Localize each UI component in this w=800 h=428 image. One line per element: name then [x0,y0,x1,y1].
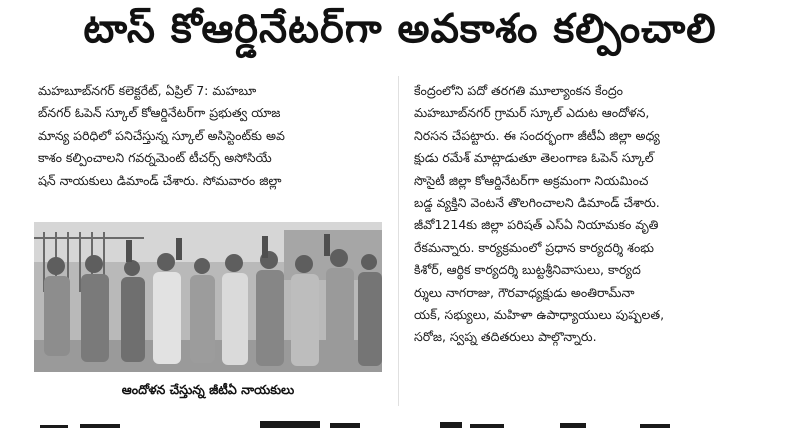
text-line: సరోజ, స్వప్న తదితరులు పాల్గొన్నారు. [414,329,597,345]
article-right-column [414,80,764,349]
news-photo [34,222,382,372]
photo-caption: ఆందోళన చేస్తున్న జీటీఏ నాయకులు [121,381,295,397]
text-line: మహబూబ్‌నగర్ గ్రామర్ స్కూల్ ఎదుట ఆందోళన, [414,105,650,121]
text-line: కాశం కల్పించాలని గవర్నమెంట్ టీచర్స్ అసోసియే [38,150,272,166]
text-line: నిరసన చేపట్టారు. ఈ సందర్భంగా జీటీఏ జిల్లా అధ్య [414,127,660,143]
text-line: రేకమన్నారు. కార్యక్రమంలో ప్రధాన కార్యదర్శి శంభు [414,239,654,255]
text-line: యక్, సభ్యులు, మహిళా ఉపాధ్యాయులు పుష్పలత, [414,307,665,323]
text-line: కిశోర్, ఆర్థిక కార్యదర్శి బుట్టశ్రీనివాసులు, కార్యద [414,262,641,278]
column-divider [398,76,399,406]
headline: టాస్ కోఆర్డినేటర్‌గా అవకాశం కల్పించాలి [83,6,717,52]
text-line: క్షుడు రమేశ్ మాట్లాడుతూ తెలంగాణ ఓపెన్ స్కూల్ [414,150,654,166]
text-line: మహబూబ్‌నగర్ కలెక్టరేట్, ఏప్రిల్ 7: మహబూ [38,83,257,98]
text-line: కేంద్రంలోని పదో తరగతి మూల్యాంకన కేంద్రం [414,83,623,98]
article-left-column [38,80,388,192]
text-line: మాన్య పరిధిలో పనిచేస్తున్న స్కూల్ అసిస్టెంట్‌కు అవ [38,127,285,143]
text-line: బడ్డ వ్యక్తిని వెంటనే తొలగించాలని డిమాండ్ చేశారు. [414,195,660,211]
protest-photo-illustration [34,222,382,372]
next-article-cutoff [0,416,800,428]
text-line: జీవో1214కు జిల్లా పరిషత్ ఎస్‌ఏ నియామకం వృతి [414,217,659,233]
text-line: బ్‌నగర్ ఓపెన్ స్కూల్ కోఆర్డినేటర్‌గా ప్రభుత్వ యాజ [38,105,281,121]
text-line: సొసైటీ జిల్లా కోఆర్డినేటర్‌గా అక్రమంగా నియమించ [414,172,649,188]
text-line: ర్శులు నాగరాజు, గౌరవాధ్యక్షుడు అంతిరామ్‌నా [414,284,635,300]
cutoff-headline-shapes [0,419,800,428]
text-line: షన్ నాయకులు డిమాండ్ చేశారు. సోమవారం జిల్లా [38,172,282,188]
